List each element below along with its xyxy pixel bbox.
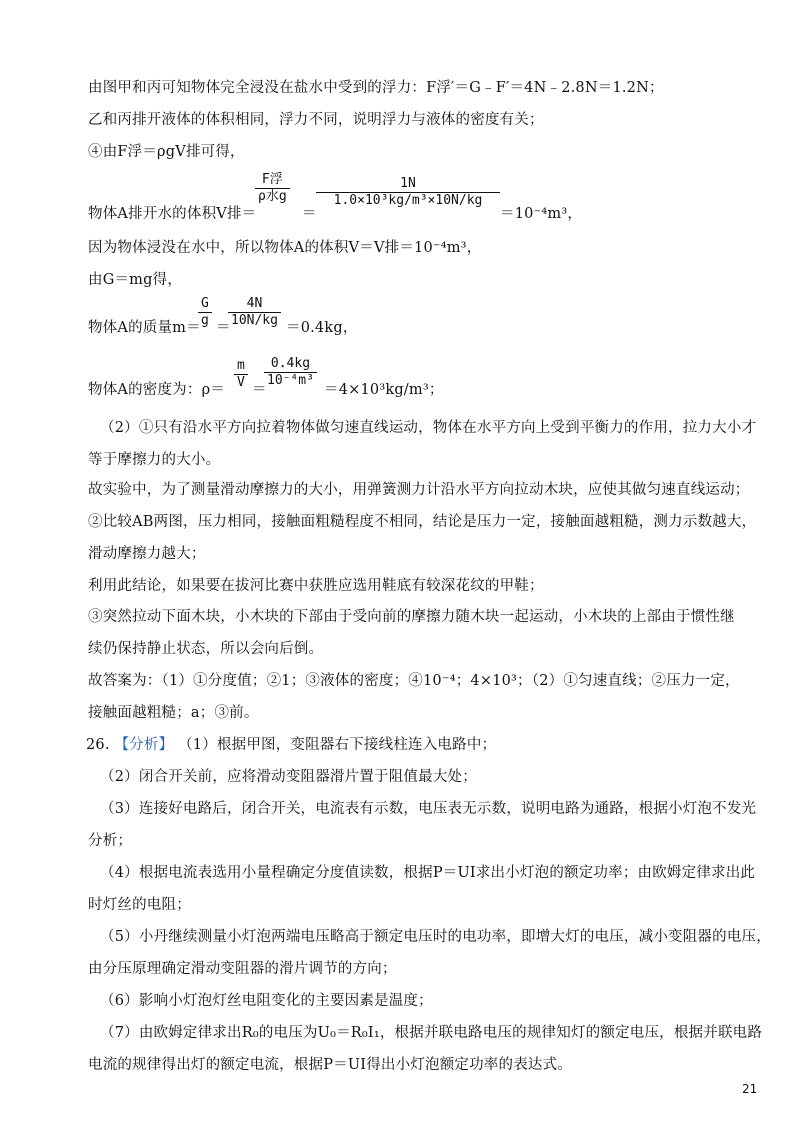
text-line: 滑动摩擦力越大； [88, 546, 206, 562]
fraction-m-over-v [234, 358, 248, 391]
question-number: 26. [86, 737, 110, 753]
text-line: （5）小丹继续测量小灯泡两端电压略高于额定电压时的电功率，即增大灯的电压，减小变阻器的电压， [100, 929, 771, 945]
text-line: 故实验中，为了测量滑动摩擦力的大小，用弹簧测力计沿水平方向拉动木块，应使其做匀速直线运动； [88, 482, 750, 498]
fraction-denominator: 10N/kg [231, 313, 278, 328]
fraction-denominator: 10⁻⁴m³ [267, 373, 314, 388]
formula-prefix: 物体A排开水的体积V排＝ [88, 206, 257, 222]
fraction-numerator: F浮 [261, 172, 283, 187]
text-line [88, 204, 256, 224]
text-line: 等于摩擦力的大小。 [88, 452, 221, 468]
fraction-volume-calc [316, 176, 500, 209]
text-line: 分析； [88, 833, 133, 849]
text-line [88, 318, 201, 338]
text-line: （6）影响小灯泡灯丝电阻变化的主要因素是温度； [100, 993, 433, 1009]
fraction-numerator: 1N [400, 176, 416, 191]
text-line: 接触面越粗糙；a；③前。 [88, 705, 259, 721]
fraction-numerator: 0.4kg [270, 356, 311, 371]
text-line: ②比较AB两图，压力相同，接触面粗糙程度不相同，结论是压力一定，接触面越粗糙，测力示数越大， [88, 514, 757, 530]
analysis-text: （1）根据甲图，变阻器右下接线柱连入电路中； [178, 737, 497, 753]
fraction-numerator: 4N [246, 296, 263, 311]
formula-prefix: 物体A的质量m＝ [88, 320, 201, 336]
text-line: （7）由欧姆定律求出R₀的电压为U₀＝R₀I₁，根据并联电路电压的规律知灯的额定电压，根据并联电路 [100, 1025, 763, 1041]
equals-sign: ＝ [216, 320, 231, 336]
fraction-denominator: 1.0×10³kg/m³×10N/kg [333, 193, 483, 208]
text-line: 由G＝mg得， [88, 272, 183, 288]
fraction-buoyancy-over-density [255, 172, 290, 205]
page-number: 21 [742, 1082, 758, 1096]
fraction-numerator: G [201, 296, 209, 311]
formula-suffix: ＝0.4kg， [286, 320, 358, 336]
fraction-denominator: V [237, 375, 245, 390]
equals-sign: ＝ [302, 206, 317, 222]
text-line: （2）①只有沿水平方向拉着物体做匀速直线运动，物体在水平方向上受到平衡力的作用，拉力大小才 [100, 420, 757, 436]
text-line: 利用此结论，如果要在拔河比赛中获胜应选用鞋底有较深花纹的甲鞋； [88, 578, 544, 594]
text-line: 续仍保持静止状态，所以会向后倒。 [88, 641, 324, 657]
text-line: 乙和丙排开液体的体积相同，浮力不同，说明浮力与液体的密度有关； [88, 112, 544, 128]
formula-suffix: ＝4×10³kg/m³； [324, 382, 444, 398]
formula-prefix: 物体A的密度为：ρ＝ [88, 382, 225, 398]
question-26-heading [86, 735, 496, 755]
fraction-mass-calc [228, 296, 281, 329]
text-line: （4）根据电流表选用小量程确定分度值读数，根据P＝UI求出小灯泡的额定功率；由欧姆定律求出此 [100, 865, 756, 881]
text-line [88, 380, 225, 400]
analysis-tag: 【分析】 [114, 737, 174, 753]
text-line: 由图甲和丙可知物体完全浸没在盐水中受到的浮力：F浮′＝G﹣F′＝4N﹣2.8N＝1.2N； [88, 80, 664, 96]
fraction-denominator: g [201, 313, 209, 328]
text-line: 时灯丝的电阻； [88, 897, 191, 913]
fraction-density-calc [264, 356, 317, 389]
text-line: （3）连接好电路后，闭合开关，电流表有示数，电压表无示数，说明电路为通路，根据小灯泡不发光 [100, 801, 757, 817]
text-line: ③突然拉动下面木块，小木块的下部由于受向前的摩擦力随木块一起运动，小木块的上部由于惯性继 [88, 609, 735, 625]
fraction-g-over-g [198, 296, 212, 329]
fraction-denominator: ρ水g [258, 189, 287, 204]
formula-suffix: ＝10⁻⁴m³， [500, 206, 583, 222]
text-line: 由分压原理确定滑动变阻器的滑片调节的方向； [88, 961, 397, 977]
equals-sign: ＝ [252, 382, 267, 398]
fraction-numerator: m [237, 358, 245, 373]
text-line: ④由F浮＝ρgV排可得， [88, 144, 245, 160]
text-line: 因为物体浸没在水中，所以物体A的体积V＝V排＝10⁻⁴m³， [88, 240, 482, 256]
text-line: 故答案为：（1）①分度值；②1；③液体的密度；④10⁻⁴；4×10³；（2）①匀速直线；②压力一定， [88, 673, 740, 689]
text-line: （2）闭合开关前，应将滑动变阻器滑片置于阻值最大处； [100, 769, 477, 785]
text-line: 电流的规律得出灯的额定电流，根据P＝UI得出小灯泡额定功率的表达式。 [88, 1057, 573, 1073]
